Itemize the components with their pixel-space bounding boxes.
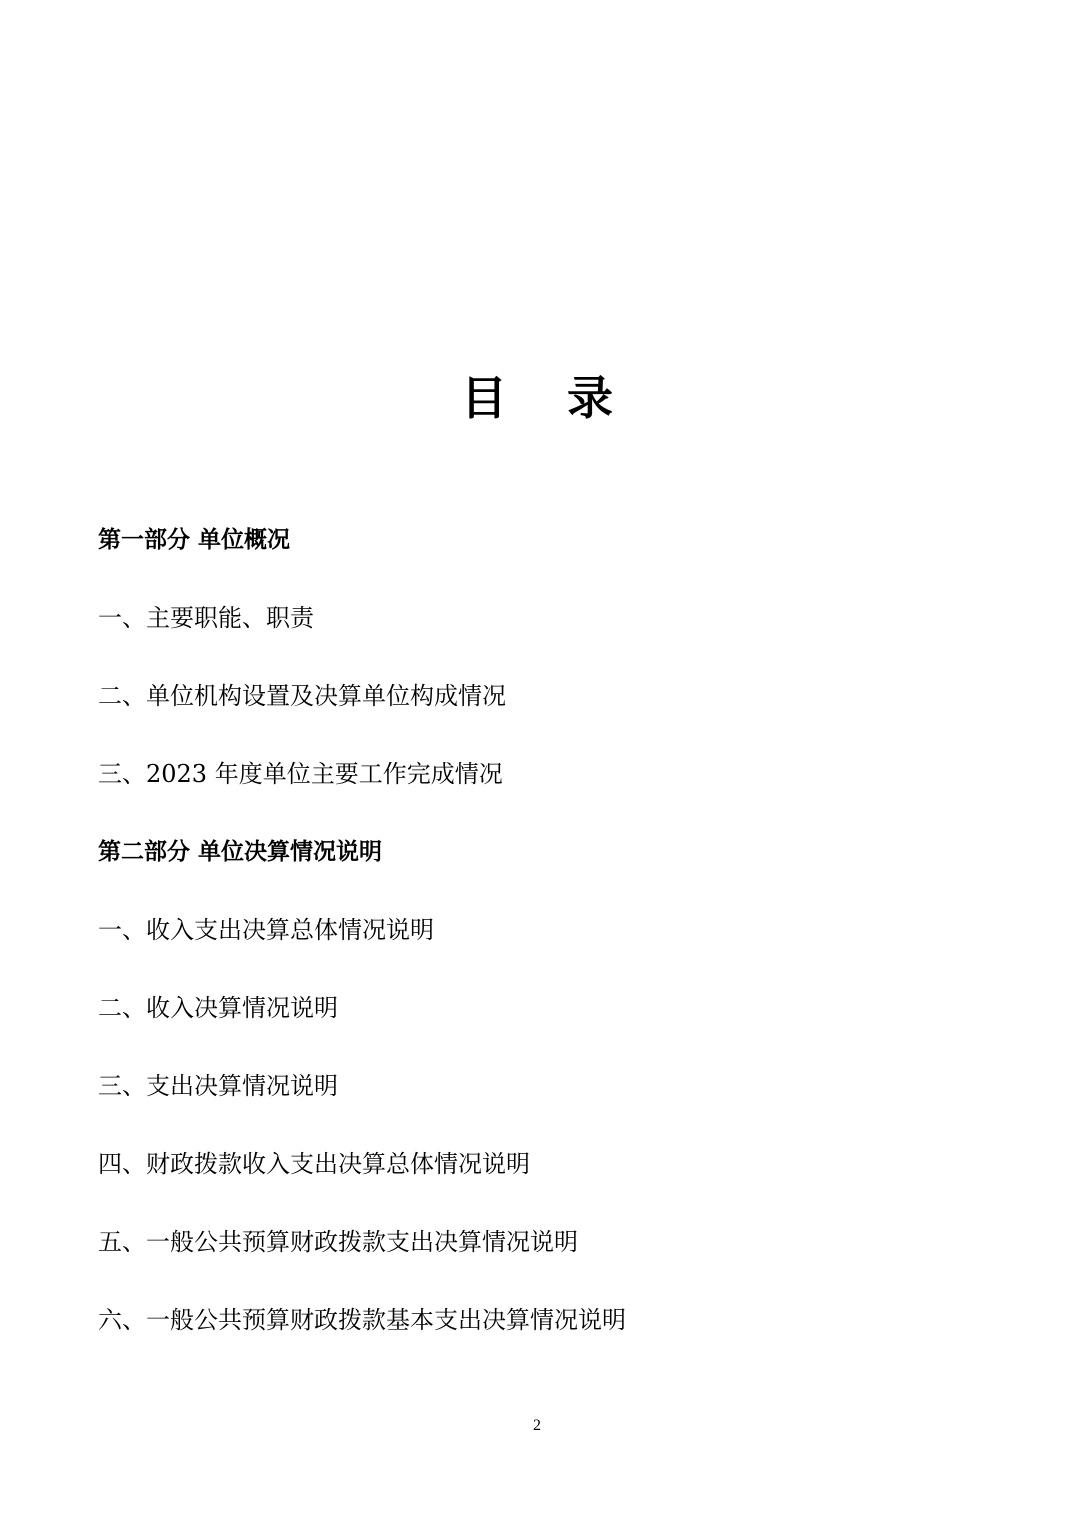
toc-item-main-functions[interactable]: 一、主要职能、职责 [98,604,314,632]
toc-item-general-budget-basic-expenditure[interactable]: 六、一般公共预算财政拨款基本支出决算情况说明 [98,1306,626,1334]
page-number: 2 [533,1417,541,1434]
toc-part-2[interactable]: 第二部分 单位决算情况说明 [98,839,383,865]
toc-item-annual-work[interactable]: 三、2023 年度单位主要工作完成情况 [98,760,503,788]
toc-item-general-budget-expenditure[interactable]: 五、一般公共预算财政拨款支出决算情况说明 [98,1228,578,1256]
table-of-contents [98,522,998,1380]
toc-item-fiscal-appropriation-overall[interactable]: 四、财政拨款收入支出决算总体情况说明 [98,1150,530,1178]
toc-item-overall-income-expenditure[interactable]: 一、收入支出决算总体情况说明 [98,916,434,944]
toc-item-income[interactable]: 二、收入决算情况说明 [98,994,338,1022]
toc-item-expenditure[interactable]: 三、支出决算情况说明 [98,1072,338,1100]
toc-item-organization-setup[interactable]: 二、单位机构设置及决算单位构成情况 [98,682,506,710]
toc-part-1[interactable]: 第一部分 单位概况 [98,527,291,553]
toc-title: 目 录 [460,371,635,425]
